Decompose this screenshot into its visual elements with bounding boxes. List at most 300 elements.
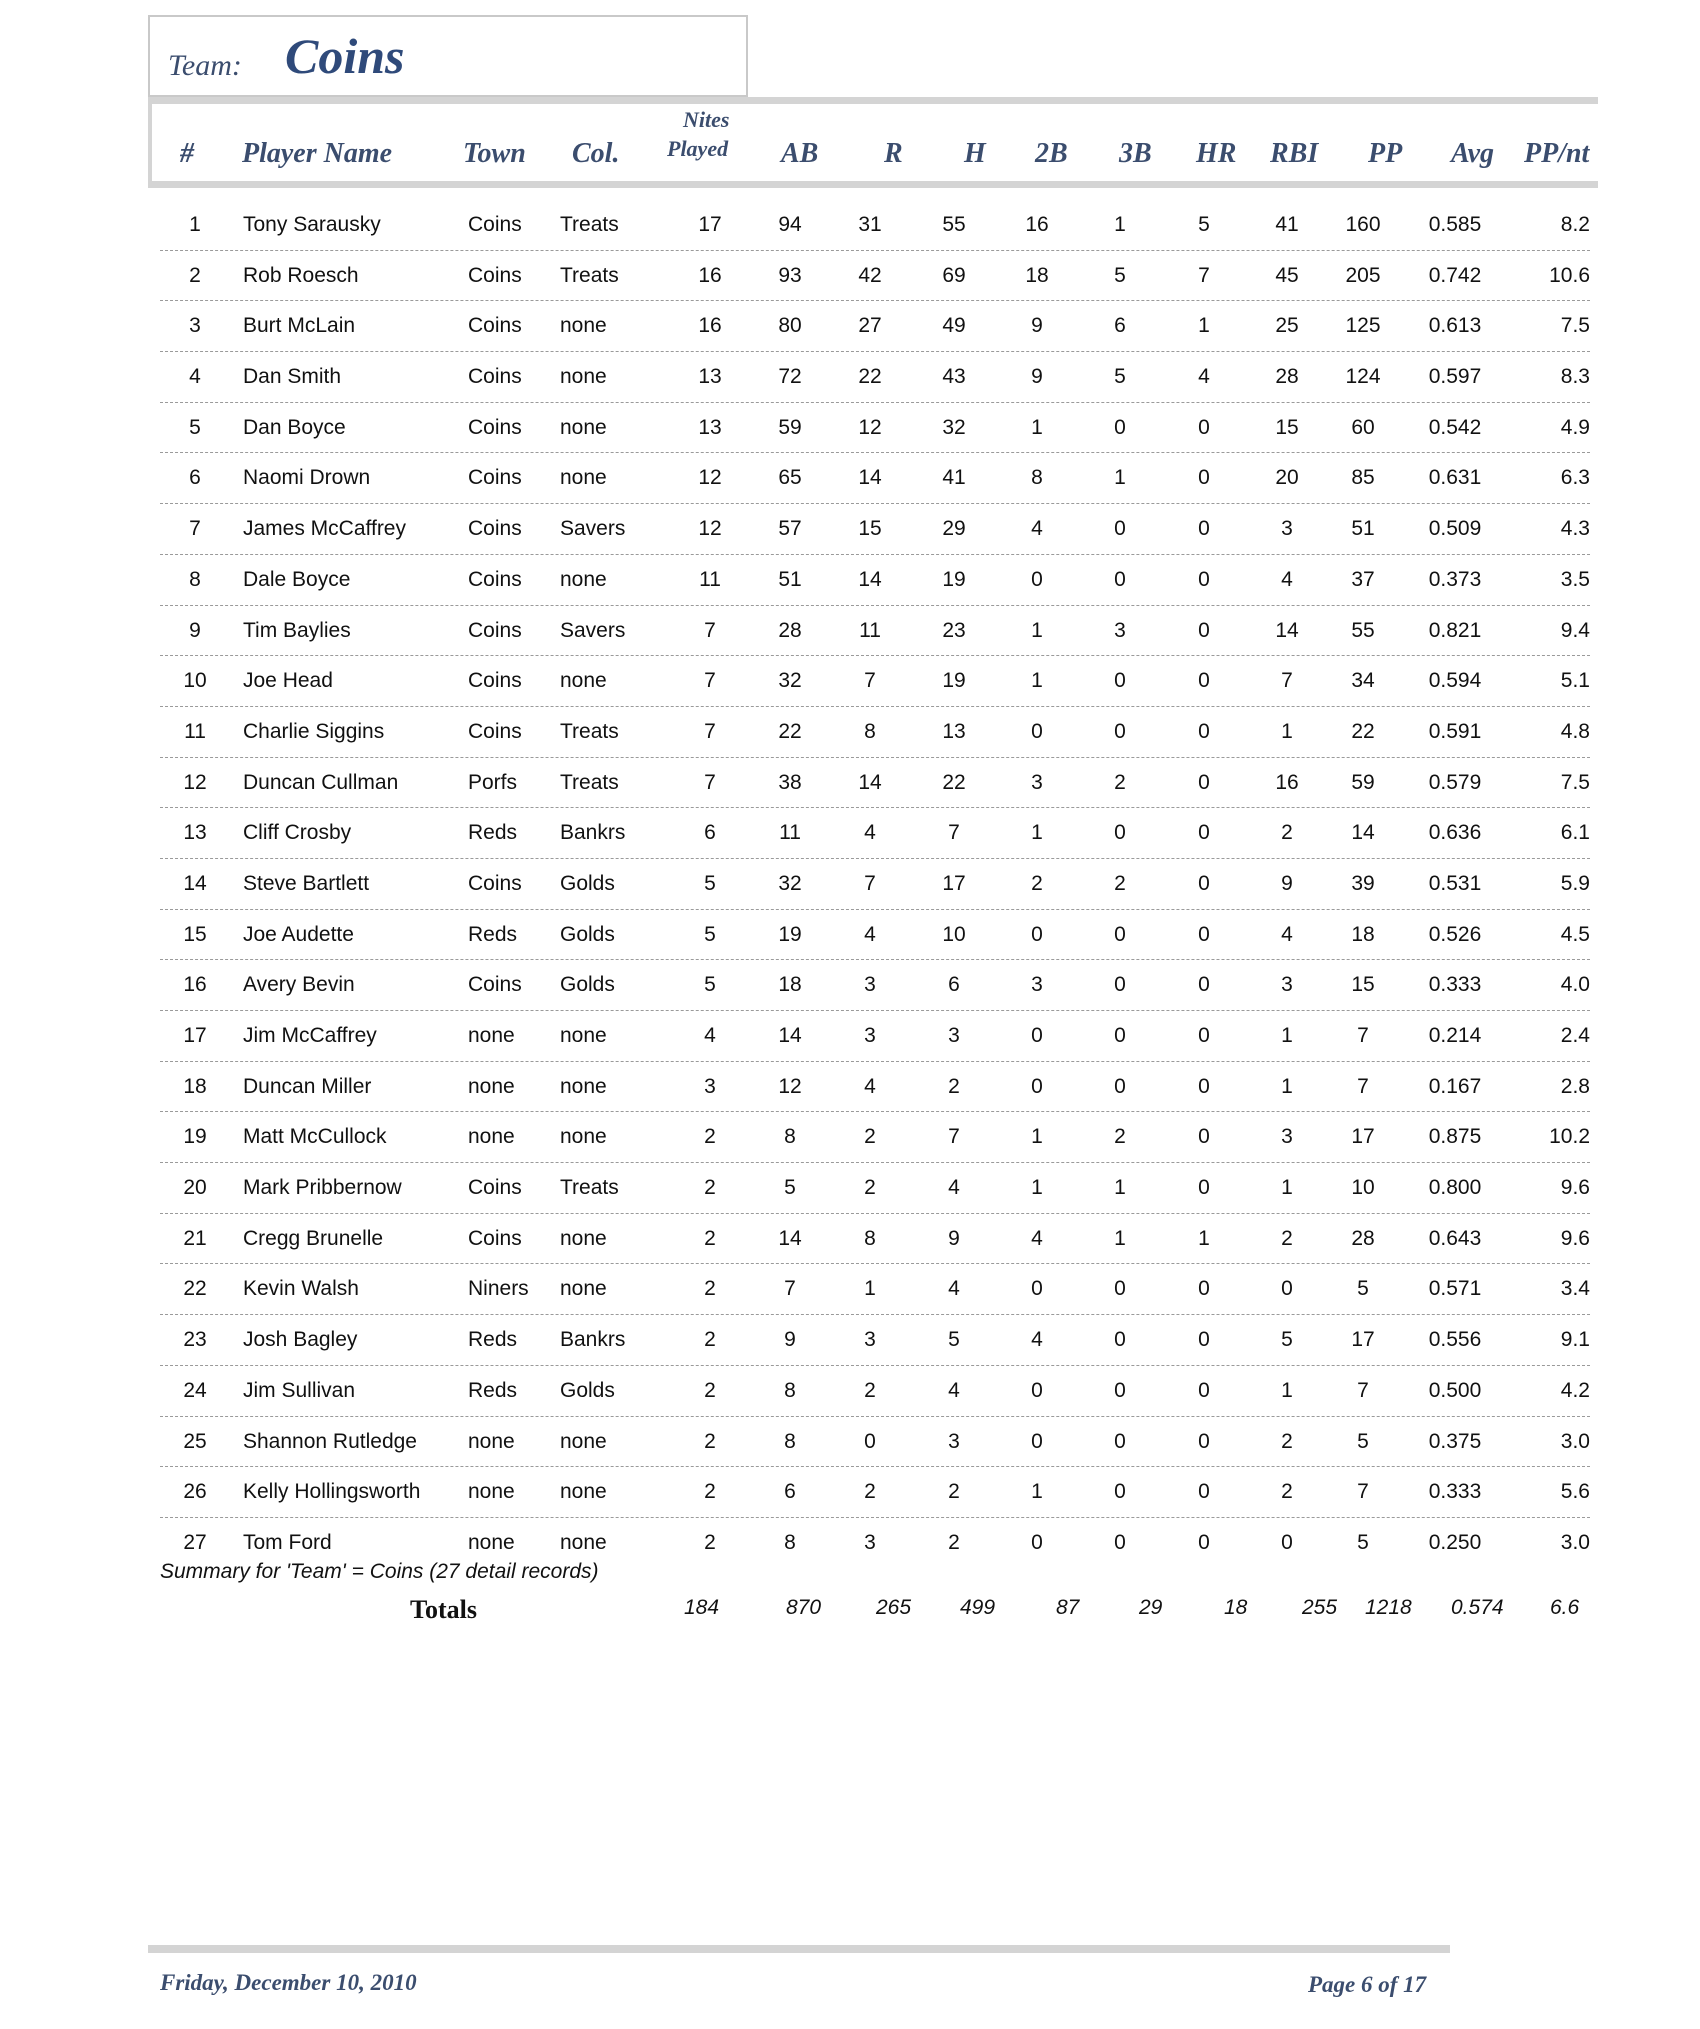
row-number: 8 [189,567,201,591]
pp-per-nite: 6.1 [1560,821,1590,845]
doubles: 0 [1031,922,1043,946]
player-name: Shannon Rutledge [243,1429,417,1453]
table-row [160,707,1590,758]
doubles: 0 [1031,1277,1043,1301]
color: none [560,1277,607,1301]
pp: 37 [1351,567,1375,591]
avg: 0.591 [1428,719,1482,743]
player-name: Joe Head [243,669,333,693]
avg: 0.613 [1428,314,1482,338]
home-runs: 0 [1198,719,1210,743]
hits: 29 [942,517,966,541]
avg: 0.636 [1428,821,1482,845]
row-number: 6 [189,466,201,490]
at-bats: 32 [778,669,802,693]
pp-per-nite: 3.0 [1560,1429,1590,1453]
table-row [160,1366,1590,1417]
nites-played: 2 [704,1176,716,1200]
nites-played: 16 [698,263,722,287]
hits: 43 [942,365,966,389]
runs: 4 [864,821,876,845]
doubles: 1 [1031,821,1043,845]
table-row [160,656,1590,707]
hits: 69 [942,263,966,287]
home-runs: 0 [1198,1024,1210,1047]
rbi: 2 [1281,1429,1293,1453]
total-nites: 184 [684,1596,720,1619]
table-row [160,200,1590,251]
town: Reds [468,1328,518,1352]
pp: 15 [1351,973,1375,997]
hits: 9 [948,1226,960,1250]
player-name: Tim Baylies [243,618,351,642]
player-name: James McCaffrey [243,517,406,541]
doubles: 0 [1031,1378,1043,1402]
pp-per-nite: 5.6 [1560,1480,1590,1504]
nites-played: 17 [698,213,722,236]
player-name: Jim McCaffrey [243,1024,377,1047]
pp-per-nite: 9.6 [1560,1226,1590,1250]
player-name: Matt McCullock [243,1125,387,1149]
color: Treats [560,263,619,287]
color: Golds [560,871,615,895]
total-2b: 87 [1056,1596,1080,1619]
player-name: Avery Bevin [243,973,355,997]
color: Savers [560,618,626,642]
rbi: 5 [1281,1328,1293,1352]
color: none [560,1530,607,1554]
home-runs: 0 [1198,821,1210,845]
pp-per-nite: 10.2 [1549,1125,1590,1149]
color: none [560,1480,607,1504]
pp: 7 [1357,1480,1369,1504]
table-row [160,251,1590,302]
col-pp-per-nite: PP/nt [1524,138,1590,169]
table-row [160,960,1590,1011]
town: Coins [468,466,522,490]
team-name: Coins [285,28,405,84]
pp-per-nite: 4.3 [1560,517,1590,541]
runs: 2 [864,1480,876,1504]
hits: 41 [942,466,966,490]
player-name: Cregg Brunelle [243,1226,384,1250]
triples: 3 [1114,618,1126,642]
table-row [160,758,1590,809]
pp: 17 [1351,1328,1375,1352]
row-number: 24 [183,1378,207,1402]
pp: 85 [1351,466,1375,490]
row-number: 5 [189,415,201,439]
color: none [560,365,607,389]
home-runs: 0 [1198,871,1210,895]
nites-played: 11 [699,567,721,591]
col-avg: Avg [1451,138,1495,169]
pp-per-nite: 4.8 [1560,719,1590,743]
pp: 7 [1357,1378,1369,1402]
rbi: 28 [1275,365,1299,389]
rbi: 1 [1281,1176,1293,1200]
rbi: 3 [1281,1125,1293,1149]
table-row [160,1315,1590,1366]
rbi: 16 [1275,770,1299,794]
row-number: 4 [189,365,201,389]
pp: 39 [1351,871,1375,895]
total-ab: 870 [786,1596,822,1619]
nites-played: 16 [698,314,722,338]
runs: 11 [859,618,881,642]
rbi: 41 [1275,213,1299,236]
town: Coins [468,365,522,389]
town: Coins [468,415,522,439]
team-header-box [148,15,748,97]
pp-per-nite: 5.9 [1560,871,1590,895]
runs: 0 [864,1429,876,1453]
home-runs: 0 [1198,618,1210,642]
at-bats: 57 [778,517,802,541]
row-number: 2 [189,263,201,287]
table-row [160,1163,1590,1214]
avg: 0.375 [1428,1429,1482,1453]
rbi: 45 [1275,263,1299,287]
avg: 0.585 [1428,213,1482,236]
town: none [468,1480,515,1504]
pp: 51 [1351,517,1375,541]
runs: 3 [864,1024,876,1047]
table-row [160,555,1590,606]
town: Coins [468,669,522,693]
pp-per-nite: 8.3 [1560,365,1590,389]
triples: 0 [1114,821,1126,845]
doubles: 4 [1031,1226,1043,1250]
triples: 0 [1114,669,1126,693]
town: none [468,1024,515,1047]
doubles: 0 [1031,567,1043,591]
player-name: Duncan Miller [243,1074,372,1098]
col-nites-line1: Nites [683,107,730,132]
header-rule-left [148,97,152,188]
col-r: R [884,138,903,169]
triples: 0 [1114,973,1126,997]
hits: 5 [948,1328,960,1352]
total-avg: 0.574 [1451,1596,1504,1619]
hits: 13 [942,719,966,743]
col-3b: 3B [1119,138,1152,169]
pp: 160 [1345,213,1381,236]
avg: 0.373 [1428,567,1482,591]
triples: 0 [1114,719,1126,743]
table-row [160,910,1590,961]
row-number: 21 [183,1226,207,1250]
doubles: 1 [1031,1125,1043,1149]
header-rule-bottom [148,181,1598,188]
color: Golds [560,1378,615,1402]
runs: 2 [864,1378,876,1402]
rbi: 1 [1281,719,1293,743]
rbi: 1 [1281,1074,1293,1098]
nites-played: 3 [704,1074,716,1098]
home-runs: 0 [1198,567,1210,591]
avg: 0.821 [1428,618,1482,642]
player-name: Kelly Hollingsworth [243,1480,421,1504]
total-r: 265 [876,1596,912,1619]
player-name: Burt McLain [243,314,356,338]
total-3b: 29 [1139,1596,1163,1619]
row-number: 12 [183,770,207,794]
home-runs: 4 [1198,365,1210,389]
hits: 23 [942,618,966,642]
home-runs: 0 [1198,973,1210,997]
player-name: Tony Sarausky [243,213,381,236]
table-row [160,859,1590,910]
home-runs: 0 [1198,1429,1210,1453]
runs: 2 [864,1125,876,1149]
table-row [160,453,1590,504]
town: Reds [468,821,518,845]
row-number: 3 [189,314,201,338]
doubles: 3 [1031,973,1043,997]
runs: 15 [858,517,882,541]
pp-per-nite: 7.5 [1560,770,1590,794]
nites-played: 2 [704,1429,716,1453]
row-number: 9 [189,618,201,642]
table-row [160,1417,1590,1468]
table-row [160,1264,1590,1315]
rbi: 25 [1275,314,1299,338]
triples: 5 [1114,263,1126,287]
triples: 2 [1114,871,1126,895]
triples: 1 [1114,213,1126,236]
rbi: 4 [1281,567,1293,591]
table-row [160,352,1590,403]
town: Coins [468,517,522,541]
runs: 42 [858,263,882,287]
pp-per-nite: 3.4 [1560,1277,1590,1301]
nites-played: 7 [704,618,716,642]
hits: 2 [948,1480,960,1504]
avg: 0.742 [1428,263,1482,287]
rbi: 2 [1281,821,1293,845]
nites-played: 2 [704,1226,716,1250]
pp: 5 [1357,1277,1369,1301]
hits: 7 [948,821,960,845]
color: Treats [560,1176,619,1200]
home-runs: 0 [1198,1176,1210,1200]
col-h: H [964,138,986,169]
total-h: 499 [960,1596,996,1619]
rbi: 14 [1275,618,1299,642]
row-number: 25 [183,1429,207,1453]
row-number: 10 [183,669,207,693]
avg: 0.509 [1428,517,1482,541]
table-row [160,301,1590,352]
col-col: Col. [572,138,620,169]
runs: 4 [864,922,876,946]
home-runs: 0 [1198,770,1210,794]
player-name: Josh Bagley [243,1328,358,1352]
hits: 3 [948,1024,960,1047]
triples: 0 [1114,517,1126,541]
triples: 0 [1114,922,1126,946]
town: Porfs [468,770,518,794]
pp: 22 [1351,719,1375,743]
color: none [560,1429,607,1453]
pp-per-nite: 8.2 [1560,213,1590,236]
runs: 27 [858,314,882,338]
pp: 55 [1351,618,1375,642]
nites-played: 2 [704,1328,716,1352]
hits: 3 [948,1429,960,1453]
hits: 4 [948,1176,960,1200]
at-bats: 94 [778,213,802,236]
avg: 0.542 [1428,415,1482,439]
nites-played: 7 [704,770,716,794]
player-name: Tom Ford [243,1530,332,1554]
at-bats: 14 [778,1226,802,1250]
triples: 0 [1114,415,1126,439]
col-2b: 2B [1035,138,1068,169]
pp-per-nite: 2.8 [1560,1074,1590,1098]
color: none [560,466,607,490]
nites-played: 2 [704,1480,716,1504]
avg: 0.531 [1428,871,1482,895]
doubles: 0 [1031,1530,1043,1554]
footer-page-number: Page 6 of 17 [1308,1972,1427,1997]
hits: 17 [942,871,966,895]
runs: 8 [864,719,876,743]
pp-per-nite: 5.1 [1560,669,1590,693]
triples: 2 [1114,1125,1126,1149]
player-name: Rob Roesch [243,263,359,287]
nites-played: 12 [698,466,722,490]
triples: 5 [1114,365,1126,389]
player-name: Dale Boyce [243,567,351,591]
row-number: 7 [189,517,201,541]
nites-played: 2 [704,1125,716,1149]
doubles: 3 [1031,770,1043,794]
col-pp: PP [1368,138,1403,169]
rbi: 9 [1281,871,1293,895]
player-name: Kevin Walsh [243,1277,359,1301]
table-row [160,1011,1590,1062]
row-number: 23 [183,1328,207,1352]
hits: 4 [948,1378,960,1402]
home-runs: 1 [1198,1226,1210,1250]
hits: 55 [942,213,966,236]
pp: 28 [1351,1226,1375,1250]
row-number: 26 [183,1480,207,1504]
hits: 10 [942,922,966,946]
town: Coins [468,618,522,642]
hits: 7 [948,1125,960,1149]
pp: 5 [1357,1429,1369,1453]
runs: 3 [864,973,876,997]
nites-played: 6 [704,821,716,845]
doubles: 9 [1031,314,1043,338]
color: none [560,415,607,439]
row-number: 17 [183,1024,207,1047]
rbi: 3 [1281,517,1293,541]
hits: 2 [948,1530,960,1554]
home-runs: 0 [1198,1277,1210,1301]
doubles: 1 [1031,669,1043,693]
nites-played: 13 [698,415,722,439]
pp: 14 [1351,821,1375,845]
at-bats: 12 [778,1074,802,1098]
at-bats: 32 [778,871,802,895]
town: Coins [468,871,522,895]
color: Treats [560,719,619,743]
town: none [468,1074,515,1098]
avg: 0.556 [1428,1328,1482,1352]
doubles: 4 [1031,1328,1043,1352]
home-runs: 0 [1198,1125,1210,1149]
hits: 49 [942,314,966,338]
pp-per-nite: 3.0 [1560,1530,1590,1554]
col-hr: HR [1196,138,1237,169]
pp-per-nite: 6.3 [1560,466,1590,490]
row-number: 27 [183,1530,207,1554]
color: none [560,1226,607,1250]
player-name: Naomi Drown [243,466,371,490]
row-number: 1 [189,213,201,236]
rbi: 3 [1281,973,1293,997]
color: Bankrs [560,821,626,845]
doubles: 8 [1031,466,1043,490]
avg: 0.800 [1428,1176,1482,1200]
avg: 0.250 [1428,1530,1482,1554]
town: Coins [468,263,522,287]
town: Reds [468,922,518,946]
home-runs: 0 [1198,1530,1210,1554]
row-number: 13 [183,821,207,845]
col-num: # [180,138,194,169]
rbi: 2 [1281,1226,1293,1250]
doubles: 16 [1025,213,1049,236]
runs: 3 [864,1328,876,1352]
pp: 10 [1351,1176,1375,1200]
at-bats: 59 [778,415,802,439]
at-bats: 8 [784,1530,796,1554]
triples: 1 [1114,1176,1126,1200]
row-number: 19 [183,1125,207,1149]
avg: 0.526 [1428,922,1482,946]
player-name: Charlie Siggins [243,719,385,743]
player-name: Dan Boyce [243,415,346,439]
avg: 0.571 [1428,1277,1482,1301]
rbi: 20 [1275,466,1299,490]
triples: 0 [1114,567,1126,591]
at-bats: 72 [778,365,802,389]
home-runs: 0 [1198,1480,1210,1504]
avg: 0.597 [1428,365,1482,389]
pp: 59 [1351,770,1375,794]
home-runs: 0 [1198,1074,1210,1098]
row-number: 20 [183,1176,207,1200]
triples: 1 [1114,1226,1126,1250]
nites-played: 7 [704,719,716,743]
avg: 0.500 [1428,1378,1482,1402]
at-bats: 19 [778,922,802,946]
color: Savers [560,517,626,541]
col-town: Town [463,138,526,169]
color: none [560,314,607,338]
nites-played: 5 [704,922,716,946]
total-pp: 1218 [1365,1596,1412,1619]
color: none [560,1125,607,1149]
avg: 0.167 [1428,1074,1482,1098]
runs: 2 [864,1176,876,1200]
triples: 0 [1114,1277,1126,1301]
